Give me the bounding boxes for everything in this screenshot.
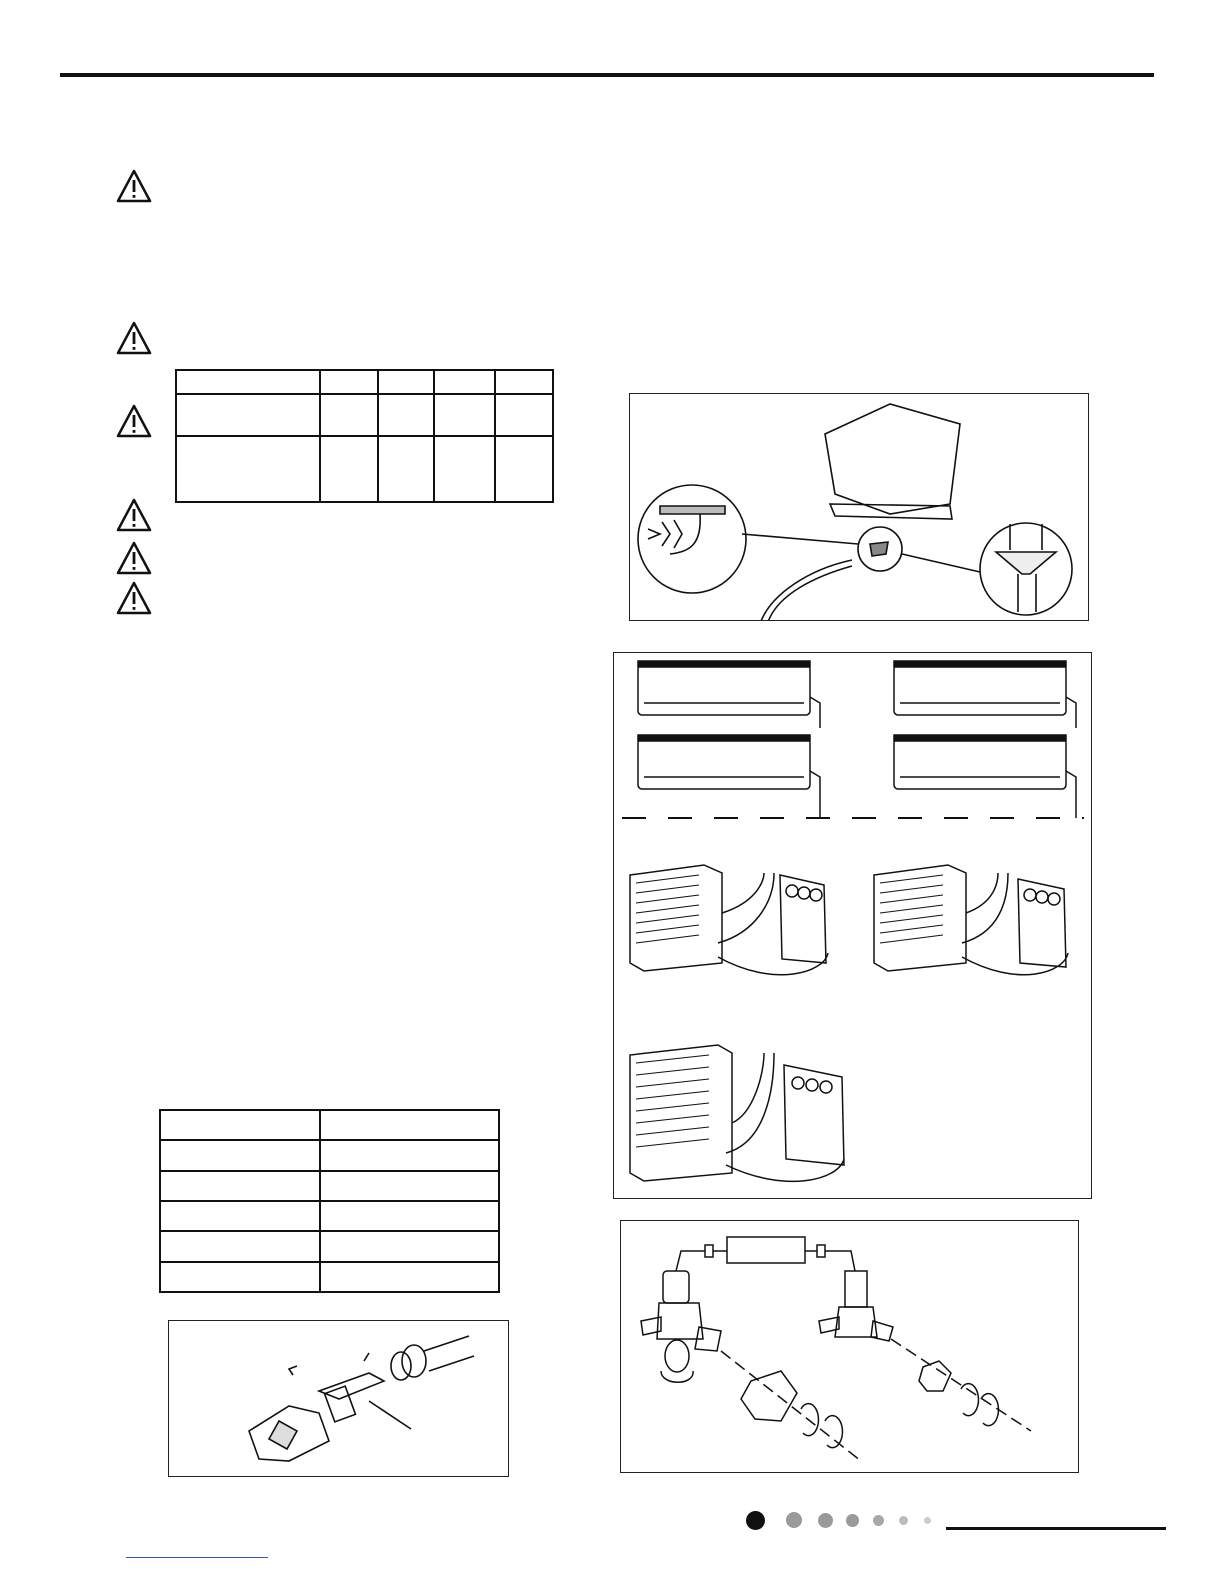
vacuum-valves-figure xyxy=(620,1220,1079,1473)
footer-link-underline[interactable] xyxy=(126,1557,268,1558)
page-dot[interactable] xyxy=(899,1516,908,1525)
header-rule xyxy=(60,73,1154,77)
page-dot[interactable] xyxy=(924,1517,931,1524)
warning-triangle-icon xyxy=(116,497,152,533)
spec-table-lower xyxy=(159,1109,500,1293)
warning-triangle-icon xyxy=(116,320,152,356)
footer-rule xyxy=(946,1527,1166,1530)
indoor-outdoor-units-figure xyxy=(613,652,1092,1199)
warning-triangle-icon xyxy=(116,540,152,576)
page-dot[interactable] xyxy=(818,1513,833,1528)
page-dot[interactable] xyxy=(846,1514,859,1527)
warning-triangle-icon xyxy=(116,403,152,439)
warning-triangle-icon xyxy=(116,168,152,204)
warning-triangle-icon xyxy=(116,580,152,616)
spec-table-upper xyxy=(175,369,554,503)
page-dot[interactable] xyxy=(873,1515,884,1526)
page-dot-active[interactable] xyxy=(746,1511,765,1530)
drain-hose-figure xyxy=(629,393,1089,621)
flare-nut-figure xyxy=(168,1320,509,1477)
page-dot[interactable] xyxy=(786,1512,802,1528)
